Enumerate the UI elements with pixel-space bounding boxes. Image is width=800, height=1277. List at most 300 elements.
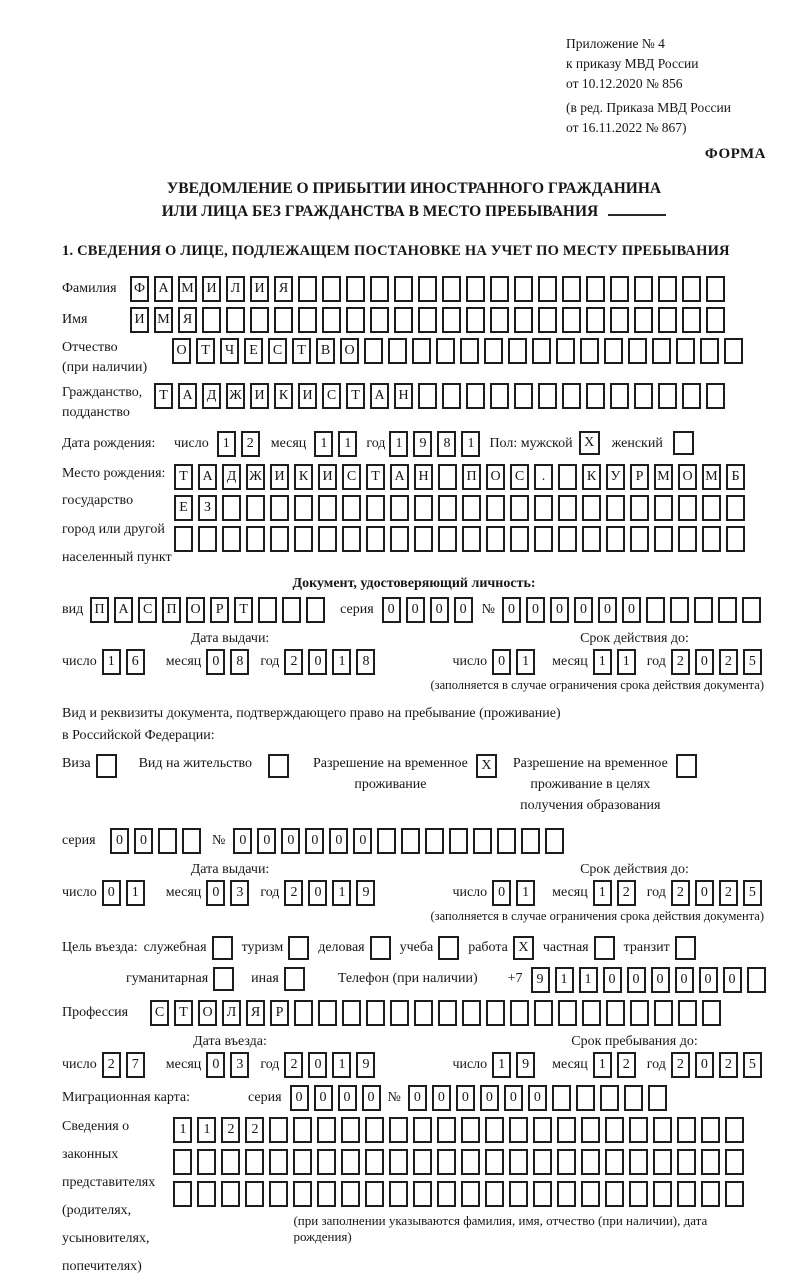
char-box[interactable] — [646, 597, 665, 623]
char-box[interactable] — [701, 1181, 720, 1207]
char-box[interactable] — [365, 1181, 384, 1207]
char-box[interactable]: И — [318, 464, 337, 490]
char-box[interactable]: 2 — [719, 649, 738, 675]
char-box[interactable] — [534, 526, 553, 552]
char-box[interactable] — [269, 1181, 288, 1207]
char-box[interactable] — [377, 828, 396, 854]
char-box[interactable]: 0 — [675, 967, 694, 993]
char-box[interactable]: О — [186, 597, 205, 623]
char-box[interactable] — [654, 495, 673, 521]
char-box[interactable]: Н — [394, 383, 413, 409]
char-box[interactable]: И — [250, 383, 269, 409]
char-box[interactable] — [390, 526, 409, 552]
char-box[interactable] — [682, 276, 701, 302]
char-box[interactable]: 0 — [110, 828, 129, 854]
char-box[interactable] — [341, 1117, 360, 1143]
char-box[interactable]: П — [90, 597, 109, 623]
char-box[interactable] — [747, 967, 766, 993]
char-box[interactable] — [282, 597, 301, 623]
char-box[interactable]: 0 — [574, 597, 593, 623]
char-box[interactable] — [558, 464, 577, 490]
char-box[interactable] — [653, 1181, 672, 1207]
char-box[interactable] — [317, 1181, 336, 1207]
char-box[interactable]: А — [370, 383, 389, 409]
char-box[interactable]: А — [198, 464, 217, 490]
char-box[interactable]: К — [582, 464, 601, 490]
char-box[interactable]: И — [130, 307, 149, 333]
char-box[interactable] — [442, 383, 461, 409]
char-box[interactable] — [365, 1117, 384, 1143]
char-box[interactable]: 2 — [284, 880, 303, 906]
char-box[interactable]: 1 — [516, 880, 535, 906]
temp-residence-education-checkbox[interactable] — [676, 754, 697, 778]
char-box[interactable] — [682, 383, 701, 409]
char-box[interactable]: 7 — [126, 1052, 145, 1078]
char-box[interactable] — [605, 1117, 624, 1143]
residence-permit-checkbox[interactable] — [268, 754, 289, 778]
char-box[interactable]: 1 — [332, 1052, 351, 1078]
char-box[interactable] — [545, 828, 564, 854]
char-box[interactable]: Б — [726, 464, 745, 490]
char-box[interactable] — [413, 1117, 432, 1143]
char-box[interactable]: 0 — [206, 880, 225, 906]
char-box[interactable] — [389, 1117, 408, 1143]
char-box[interactable]: 1 — [593, 880, 612, 906]
char-box[interactable] — [700, 338, 719, 364]
char-box[interactable] — [370, 276, 389, 302]
char-box[interactable] — [346, 276, 365, 302]
char-box[interactable]: 0 — [699, 967, 718, 993]
char-box[interactable]: Т — [292, 338, 311, 364]
char-box[interactable] — [634, 383, 653, 409]
char-box[interactable]: 1 — [332, 880, 351, 906]
char-box[interactable]: Ф — [130, 276, 149, 302]
char-box[interactable]: 2 — [671, 649, 690, 675]
char-box[interactable]: 9 — [356, 1052, 375, 1078]
char-box[interactable] — [490, 383, 509, 409]
char-box[interactable] — [269, 1117, 288, 1143]
char-box[interactable] — [654, 526, 673, 552]
char-box[interactable]: Ж — [246, 464, 265, 490]
char-box[interactable] — [412, 338, 431, 364]
char-box[interactable] — [600, 1085, 619, 1111]
char-box[interactable]: 1 — [314, 431, 333, 457]
char-box[interactable] — [366, 1000, 385, 1026]
char-box[interactable] — [270, 495, 289, 521]
char-box[interactable]: О — [340, 338, 359, 364]
char-box[interactable]: 0 — [480, 1085, 499, 1111]
char-box[interactable]: 0 — [406, 597, 425, 623]
purpose-business-checkbox[interactable] — [370, 936, 391, 960]
char-box[interactable] — [269, 1149, 288, 1175]
char-box[interactable]: 9 — [413, 431, 432, 457]
char-box[interactable]: 0 — [651, 967, 670, 993]
char-box[interactable]: 0 — [257, 828, 276, 854]
sex-female-checkbox[interactable] — [673, 431, 694, 455]
char-box[interactable]: 0 — [695, 1052, 714, 1078]
char-box[interactable] — [676, 338, 695, 364]
char-box[interactable] — [198, 526, 217, 552]
char-box[interactable]: 1 — [617, 649, 636, 675]
char-box[interactable] — [390, 1000, 409, 1026]
char-box[interactable] — [222, 526, 241, 552]
char-box[interactable] — [706, 276, 725, 302]
char-box[interactable] — [508, 338, 527, 364]
char-box[interactable] — [418, 383, 437, 409]
char-box[interactable] — [437, 1149, 456, 1175]
char-box[interactable]: Р — [270, 1000, 289, 1026]
char-box[interactable] — [558, 495, 577, 521]
char-box[interactable] — [394, 276, 413, 302]
char-box[interactable] — [438, 526, 457, 552]
char-box[interactable]: 1 — [516, 649, 535, 675]
char-box[interactable] — [725, 1149, 744, 1175]
char-box[interactable] — [438, 464, 457, 490]
char-box[interactable] — [462, 1000, 481, 1026]
char-box[interactable]: И — [270, 464, 289, 490]
char-box[interactable] — [533, 1181, 552, 1207]
char-box[interactable] — [466, 276, 485, 302]
sex-male-checkbox[interactable]: X — [579, 431, 600, 455]
char-box[interactable] — [610, 276, 629, 302]
char-box[interactable] — [742, 597, 761, 623]
char-box[interactable]: 0 — [206, 1052, 225, 1078]
char-box[interactable] — [298, 307, 317, 333]
purpose-humanitarian-checkbox[interactable] — [213, 967, 234, 991]
char-box[interactable] — [317, 1149, 336, 1175]
char-box[interactable]: И — [298, 383, 317, 409]
char-box[interactable] — [437, 1181, 456, 1207]
char-box[interactable]: 0 — [430, 597, 449, 623]
char-box[interactable] — [389, 1149, 408, 1175]
char-box[interactable] — [485, 1181, 504, 1207]
char-box[interactable]: 1 — [461, 431, 480, 457]
char-box[interactable] — [678, 495, 697, 521]
char-box[interactable]: 5 — [743, 880, 762, 906]
char-box[interactable]: 2 — [245, 1117, 264, 1143]
char-box[interactable]: 2 — [284, 649, 303, 675]
char-box[interactable] — [556, 338, 575, 364]
char-box[interactable]: 1 — [217, 431, 236, 457]
char-box[interactable]: 1 — [555, 967, 574, 993]
char-box[interactable]: 2 — [671, 880, 690, 906]
char-box[interactable] — [389, 1181, 408, 1207]
char-box[interactable]: 9 — [516, 1052, 535, 1078]
purpose-tourism-checkbox[interactable] — [288, 936, 309, 960]
char-box[interactable]: О — [198, 1000, 217, 1026]
char-box[interactable]: 1 — [338, 431, 357, 457]
char-box[interactable] — [562, 383, 581, 409]
purpose-transit-checkbox[interactable] — [675, 936, 696, 960]
char-box[interactable] — [724, 338, 743, 364]
char-box[interactable] — [401, 828, 420, 854]
char-box[interactable] — [438, 1000, 457, 1026]
char-box[interactable] — [342, 495, 361, 521]
char-box[interactable]: 5 — [743, 1052, 762, 1078]
char-box[interactable] — [580, 338, 599, 364]
char-box[interactable] — [582, 495, 601, 521]
char-box[interactable]: Л — [226, 276, 245, 302]
char-box[interactable]: 0 — [206, 649, 225, 675]
char-box[interactable] — [653, 1149, 672, 1175]
char-box[interactable] — [462, 495, 481, 521]
char-box[interactable] — [174, 526, 193, 552]
char-box[interactable]: 0 — [492, 649, 511, 675]
char-box[interactable]: Е — [244, 338, 263, 364]
char-box[interactable] — [634, 276, 653, 302]
char-box[interactable]: 2 — [617, 1052, 636, 1078]
char-box[interactable]: Я — [178, 307, 197, 333]
char-box[interactable] — [538, 276, 557, 302]
char-box[interactable] — [702, 1000, 721, 1026]
char-box[interactable] — [158, 828, 177, 854]
char-box[interactable]: 0 — [627, 967, 646, 993]
char-box[interactable] — [629, 1181, 648, 1207]
char-box[interactable] — [557, 1181, 576, 1207]
char-box[interactable] — [624, 1085, 643, 1111]
char-box[interactable]: 2 — [671, 1052, 690, 1078]
char-box[interactable]: С — [510, 464, 529, 490]
char-box[interactable]: 0 — [598, 597, 617, 623]
char-box[interactable]: 0 — [502, 597, 521, 623]
char-box[interactable] — [246, 526, 265, 552]
char-box[interactable] — [418, 307, 437, 333]
char-box[interactable] — [538, 383, 557, 409]
char-box[interactable] — [532, 338, 551, 364]
char-box[interactable] — [606, 495, 625, 521]
char-box[interactable]: 0 — [408, 1085, 427, 1111]
char-box[interactable] — [342, 526, 361, 552]
char-box[interactable] — [222, 495, 241, 521]
char-box[interactable] — [490, 276, 509, 302]
char-box[interactable]: 0 — [432, 1085, 451, 1111]
char-box[interactable] — [221, 1181, 240, 1207]
char-box[interactable] — [442, 276, 461, 302]
char-box[interactable] — [628, 338, 647, 364]
char-box[interactable] — [413, 1181, 432, 1207]
char-box[interactable] — [245, 1181, 264, 1207]
char-box[interactable]: 2 — [284, 1052, 303, 1078]
char-box[interactable] — [653, 1117, 672, 1143]
char-box[interactable] — [258, 597, 277, 623]
char-box[interactable] — [581, 1149, 600, 1175]
char-box[interactable] — [294, 526, 313, 552]
char-box[interactable] — [586, 276, 605, 302]
char-box[interactable] — [562, 276, 581, 302]
char-box[interactable]: Ж — [226, 383, 245, 409]
char-box[interactable] — [461, 1149, 480, 1175]
char-box[interactable] — [706, 383, 725, 409]
char-box[interactable]: М — [154, 307, 173, 333]
char-box[interactable] — [394, 307, 413, 333]
char-box[interactable]: 9 — [531, 967, 550, 993]
char-box[interactable]: 0 — [338, 1085, 357, 1111]
char-box[interactable]: 3 — [230, 1052, 249, 1078]
char-box[interactable] — [414, 1000, 433, 1026]
char-box[interactable] — [413, 1149, 432, 1175]
char-box[interactable] — [318, 495, 337, 521]
char-box[interactable] — [510, 1000, 529, 1026]
char-box[interactable] — [514, 383, 533, 409]
char-box[interactable] — [702, 526, 721, 552]
char-box[interactable]: 2 — [102, 1052, 121, 1078]
char-box[interactable]: О — [486, 464, 505, 490]
char-box[interactable]: Т — [346, 383, 365, 409]
char-box[interactable] — [630, 526, 649, 552]
char-box[interactable]: 0 — [723, 967, 742, 993]
char-box[interactable] — [521, 828, 540, 854]
char-box[interactable]: Е — [174, 495, 193, 521]
char-box[interactable] — [221, 1149, 240, 1175]
char-box[interactable] — [317, 1117, 336, 1143]
char-box[interactable]: 0 — [695, 649, 714, 675]
char-box[interactable]: 1 — [593, 649, 612, 675]
char-box[interactable] — [610, 307, 629, 333]
char-box[interactable]: 0 — [102, 880, 121, 906]
char-box[interactable] — [605, 1149, 624, 1175]
char-box[interactable] — [460, 338, 479, 364]
char-box[interactable]: С — [138, 597, 157, 623]
char-box[interactable]: Т — [234, 597, 253, 623]
char-box[interactable] — [346, 307, 365, 333]
char-box[interactable] — [630, 495, 649, 521]
char-box[interactable] — [726, 495, 745, 521]
char-box[interactable]: М — [702, 464, 721, 490]
char-box[interactable] — [677, 1149, 696, 1175]
char-box[interactable]: 0 — [695, 880, 714, 906]
char-box[interactable]: 0 — [603, 967, 622, 993]
char-box[interactable]: Т — [196, 338, 215, 364]
char-box[interactable] — [558, 1000, 577, 1026]
char-box[interactable]: П — [462, 464, 481, 490]
char-box[interactable]: Д — [222, 464, 241, 490]
char-box[interactable]: И — [202, 276, 221, 302]
char-box[interactable] — [677, 1181, 696, 1207]
char-box[interactable] — [509, 1117, 528, 1143]
char-box[interactable]: 0 — [308, 1052, 327, 1078]
char-box[interactable]: Н — [414, 464, 433, 490]
temp-residence-checkbox[interactable]: X — [476, 754, 497, 778]
char-box[interactable] — [173, 1181, 192, 1207]
char-box[interactable] — [658, 276, 677, 302]
char-box[interactable] — [629, 1117, 648, 1143]
char-box[interactable]: С — [342, 464, 361, 490]
char-box[interactable] — [490, 307, 509, 333]
char-box[interactable] — [182, 828, 201, 854]
char-box[interactable]: 0 — [382, 597, 401, 623]
char-box[interactable]: М — [178, 276, 197, 302]
char-box[interactable]: 8 — [356, 649, 375, 675]
char-box[interactable]: 0 — [528, 1085, 547, 1111]
char-box[interactable]: С — [322, 383, 341, 409]
char-box[interactable]: 1 — [173, 1117, 192, 1143]
char-box[interactable]: О — [172, 338, 191, 364]
char-box[interactable] — [678, 1000, 697, 1026]
char-box[interactable]: 2 — [617, 880, 636, 906]
char-box[interactable]: 1 — [492, 1052, 511, 1078]
char-box[interactable] — [514, 307, 533, 333]
char-box[interactable] — [682, 307, 701, 333]
char-box[interactable] — [449, 828, 468, 854]
char-box[interactable]: 2 — [221, 1117, 240, 1143]
char-box[interactable] — [293, 1117, 312, 1143]
char-box[interactable]: С — [268, 338, 287, 364]
char-box[interactable] — [582, 526, 601, 552]
char-box[interactable] — [581, 1117, 600, 1143]
char-box[interactable] — [226, 307, 245, 333]
char-box[interactable]: Т — [366, 464, 385, 490]
char-box[interactable] — [648, 1085, 667, 1111]
char-box[interactable]: 0 — [454, 597, 473, 623]
char-box[interactable]: К — [274, 383, 293, 409]
char-box[interactable] — [274, 307, 293, 333]
char-box[interactable]: . — [534, 464, 553, 490]
char-box[interactable]: 0 — [329, 828, 348, 854]
char-box[interactable] — [509, 1149, 528, 1175]
char-box[interactable] — [318, 1000, 337, 1026]
char-box[interactable]: Т — [174, 1000, 193, 1026]
char-box[interactable] — [197, 1181, 216, 1207]
char-box[interactable] — [462, 526, 481, 552]
char-box[interactable] — [678, 526, 697, 552]
char-box[interactable]: А — [114, 597, 133, 623]
char-box[interactable]: 1 — [593, 1052, 612, 1078]
char-box[interactable] — [725, 1181, 744, 1207]
purpose-private-checkbox[interactable] — [594, 936, 615, 960]
char-box[interactable] — [473, 828, 492, 854]
char-box[interactable] — [485, 1117, 504, 1143]
char-box[interactable]: 0 — [308, 649, 327, 675]
char-box[interactable] — [364, 338, 383, 364]
char-box[interactable] — [694, 597, 713, 623]
char-box[interactable] — [425, 828, 444, 854]
char-box[interactable]: 0 — [622, 597, 641, 623]
char-box[interactable] — [438, 495, 457, 521]
char-box[interactable] — [270, 526, 289, 552]
char-box[interactable] — [652, 338, 671, 364]
char-box[interactable] — [706, 307, 725, 333]
char-box[interactable] — [634, 307, 653, 333]
char-box[interactable] — [442, 307, 461, 333]
char-box[interactable]: 1 — [332, 649, 351, 675]
char-box[interactable]: 0 — [456, 1085, 475, 1111]
char-box[interactable] — [461, 1117, 480, 1143]
char-box[interactable] — [582, 1000, 601, 1026]
char-box[interactable] — [538, 307, 557, 333]
char-box[interactable] — [342, 1000, 361, 1026]
char-box[interactable]: 1 — [126, 880, 145, 906]
char-box[interactable]: 0 — [550, 597, 569, 623]
char-box[interactable] — [461, 1181, 480, 1207]
char-box[interactable] — [606, 526, 625, 552]
char-box[interactable]: 0 — [290, 1085, 309, 1111]
purpose-study-checkbox[interactable] — [438, 936, 459, 960]
char-box[interactable] — [726, 526, 745, 552]
char-box[interactable]: 0 — [233, 828, 252, 854]
char-box[interactable] — [702, 495, 721, 521]
char-box[interactable] — [486, 495, 505, 521]
purpose-other-checkbox[interactable] — [284, 967, 305, 991]
char-box[interactable] — [586, 383, 605, 409]
char-box[interactable]: Я — [246, 1000, 265, 1026]
char-box[interactable]: О — [678, 464, 697, 490]
char-box[interactable] — [533, 1149, 552, 1175]
char-box[interactable] — [557, 1149, 576, 1175]
char-box[interactable]: 9 — [356, 880, 375, 906]
char-box[interactable] — [366, 526, 385, 552]
char-box[interactable]: 0 — [492, 880, 511, 906]
char-box[interactable] — [202, 307, 221, 333]
